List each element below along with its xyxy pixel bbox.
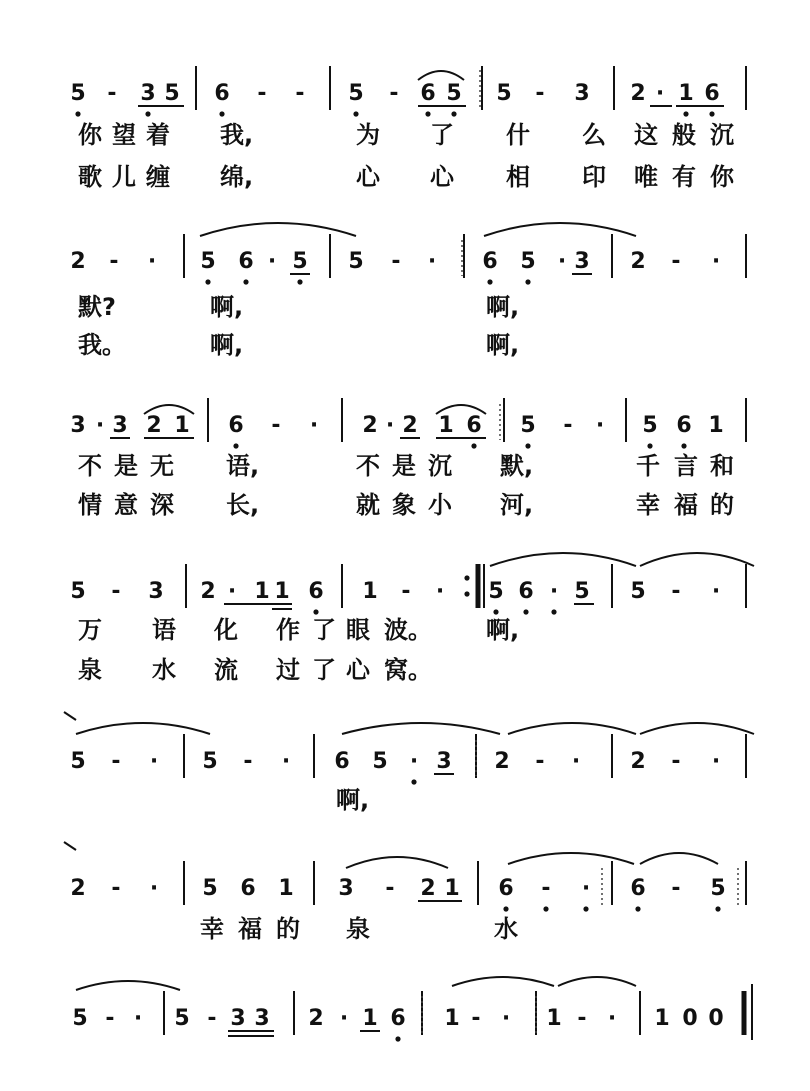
note-s6-m5-n0: 1 <box>654 1006 670 1031</box>
note-s5-m1-n2: 1 <box>278 876 294 901</box>
octave-dot <box>411 779 416 784</box>
note-s2-m0-n2: 3 <box>112 413 128 438</box>
octave-dot <box>243 279 248 284</box>
note-s5-m4-n0: 6 <box>630 876 646 901</box>
lyric-s2-r1-c4: 就 <box>356 491 380 519</box>
note-s6-m5-n1: 0 <box>682 1006 698 1031</box>
note-s4-m2-n1: 5 <box>372 749 388 774</box>
lyric-s2-r1-c7: 河, <box>500 491 534 519</box>
note-s1-m2-n2: · <box>427 249 437 274</box>
note-s1-m4-n2: · <box>711 249 721 274</box>
note-s1-m1-n2: · <box>267 249 277 274</box>
lyric-s0-r0-c4: 为 <box>356 121 380 149</box>
note-s4-m1-n2: · <box>281 749 291 774</box>
note-s3-m4-n0: 5 <box>630 579 646 604</box>
note-s0-m2-n3: 5 <box>446 81 462 106</box>
octave-dot <box>709 111 714 116</box>
lyric-s0-r0-c0: 你 <box>78 121 102 149</box>
note-s2-m2-n0: 2 <box>362 413 378 438</box>
note-s6-m3-n2: · <box>501 1006 511 1031</box>
note-s3-m4-n2: · <box>711 579 721 604</box>
note-s6-m1-n0: 5 <box>174 1006 190 1031</box>
octave-dot <box>487 279 492 284</box>
octave-dot <box>313 609 318 614</box>
lyric-s2-r0-c9: 言 <box>674 452 698 480</box>
note-s4-m3-n0: 2 <box>494 749 510 774</box>
note-s2-m0-n0: 3 <box>70 413 86 438</box>
note-s3-m2-n0: 1 <box>362 579 378 604</box>
octave-dot <box>647 443 652 448</box>
note-s5-m2-n2: 2 <box>420 876 436 901</box>
note-s6-m4-n1: - <box>577 1006 587 1031</box>
lyric-s1-r0-c0: 默? <box>78 293 116 321</box>
note-s5-m0-n0: 2 <box>70 876 86 901</box>
note-s5-m0-n1: - <box>111 876 121 901</box>
note-s4-m4-n1: - <box>671 749 681 774</box>
lyric-s1-r0-c2: 啊, <box>486 293 520 321</box>
slur <box>490 553 636 566</box>
note-s3-m1-n1: · <box>227 579 237 604</box>
octave-dot <box>493 609 498 614</box>
note-s4-m0-n2: · <box>149 749 159 774</box>
note-s2-m4-n2: 1 <box>708 413 724 438</box>
note-s1-m1-n3: 5 <box>292 249 308 274</box>
note-s0-m4-n3: 6 <box>704 81 720 106</box>
note-s3-m3-n0: 5 <box>488 579 504 604</box>
note-s1-m3-n3: 3 <box>574 249 590 274</box>
octave-dot <box>451 111 456 116</box>
note-s0-m0-n0: 5 <box>70 81 86 106</box>
lyric-s3-r0-c0: 万 <box>78 616 102 644</box>
note-s3-m0-n1: - <box>111 579 121 604</box>
note-s0-m1-n0: 6 <box>214 81 230 106</box>
lyric-s2-r0-c8: 千 <box>636 452 660 480</box>
note-s4-m3-n1: - <box>535 749 545 774</box>
note-s6-m0-n0: 5 <box>72 1006 88 1031</box>
note-s0-m2-n0: 5 <box>348 81 364 106</box>
lyric-s3-r0-c6: 波。 <box>384 616 432 644</box>
note-s0-m2-n1: - <box>389 81 399 106</box>
lyric-s2-r1-c10: 的 <box>710 491 734 519</box>
octave-dot <box>471 443 476 448</box>
note-s1-m1-n0: 5 <box>200 249 216 274</box>
note-s1-m4-n0: 2 <box>630 249 646 274</box>
lyric-s4-r0-c0: 啊, <box>336 786 370 814</box>
lyric-s2-r0-c10: 和 <box>710 452 734 480</box>
lyric-s0-r1-c7: 印 <box>582 163 606 191</box>
note-s0-m1-n2: - <box>295 81 305 106</box>
note-s0-m0-n2: 3 <box>140 81 156 106</box>
lyric-s2-r1-c0: 情 <box>78 491 102 519</box>
lyric-s5-r0-c4: 水 <box>494 915 518 943</box>
octave-dot <box>681 443 686 448</box>
octave-dot <box>353 111 358 116</box>
note-s6-m3-n1: - <box>471 1006 481 1031</box>
note-s6-m2-n0: 2 <box>308 1006 324 1031</box>
note-s5-m2-n3: 1 <box>444 876 460 901</box>
slur <box>76 981 180 990</box>
note-s3-m0-n2: 3 <box>148 579 164 604</box>
note-s1-m1-n1: 6 <box>238 249 254 274</box>
lyric-s2-r0-c6: 沉 <box>428 452 452 480</box>
slur <box>418 71 464 80</box>
lyric-s0-r0-c2: 着 <box>146 121 170 149</box>
note-s0-m4-n2: 1 <box>678 81 694 106</box>
slur <box>484 223 636 236</box>
note-s1-m2-n0: 5 <box>348 249 364 274</box>
note-s6-m1-n2: 3 <box>230 1006 246 1031</box>
lyric-s1-r1-c2: 啊, <box>486 331 520 359</box>
note-s5-m4-n2: 5 <box>710 876 726 901</box>
lyric-s2-r1-c9: 福 <box>674 491 698 519</box>
lyric-s3-r0-c4: 了 <box>312 616 336 644</box>
note-s3-m1-n2: 1 <box>254 579 270 604</box>
lyric-s3-r1-c3: 过 <box>276 656 300 684</box>
note-s1-m0-n0: 2 <box>70 249 86 274</box>
note-s4-m1-n1: - <box>243 749 253 774</box>
lyric-s0-r1-c1: 儿 <box>112 163 136 191</box>
note-s5-m3-n2: · <box>581 876 591 901</box>
note-s1-m0-n2: · <box>147 249 157 274</box>
octave-dot <box>233 443 238 448</box>
note-s6-m5-n2: 0 <box>708 1006 724 1031</box>
slur <box>342 723 500 734</box>
note-s2-m4-n0: 5 <box>642 413 658 438</box>
note-s0-m3-n0: 5 <box>496 81 512 106</box>
note-s6-m1-n1: - <box>207 1006 217 1031</box>
note-s6-m1-n3: 3 <box>254 1006 270 1031</box>
note-s6-m4-n2: · <box>607 1006 617 1031</box>
lyric-s2-r1-c2: 深 <box>150 491 174 519</box>
lyric-s0-r1-c0: 歌 <box>78 163 102 191</box>
note-s6-m2-n2: 1 <box>362 1006 378 1031</box>
note-s4-m3-n2: · <box>571 749 581 774</box>
note-s1-m3-n1: 5 <box>520 249 536 274</box>
note-s0-m0-n3: 5 <box>164 81 180 106</box>
slur <box>558 977 636 986</box>
note-s1-m3-n2: · <box>557 249 567 274</box>
octave-dot <box>297 279 302 284</box>
slur <box>508 723 636 734</box>
octave-dot <box>145 111 150 116</box>
lyric-s2-r0-c0: 不 <box>78 452 102 480</box>
octave-dot <box>583 906 588 911</box>
note-s2-m1-n2: · <box>309 413 319 438</box>
lyric-s2-r1-c5: 象 <box>392 491 416 519</box>
octave-dot <box>464 575 469 580</box>
lyric-s2-r0-c3: 语, <box>226 452 260 480</box>
lyric-s5-r0-c3: 泉 <box>346 915 370 943</box>
lyric-s3-r1-c0: 泉 <box>78 656 102 684</box>
note-s0-m2-n2: 6 <box>420 81 436 106</box>
lyric-s3-r1-c6: 窝。 <box>384 656 432 684</box>
note-s1-m0-n1: - <box>109 249 119 274</box>
note-s5-m2-n0: 3 <box>338 876 354 901</box>
note-s4-m4-n2: · <box>711 749 721 774</box>
octave-dot <box>551 609 556 614</box>
note-s6-m4-n0: 1 <box>546 1006 562 1031</box>
lyric-s0-r0-c7: 么 <box>582 121 606 149</box>
octave-dot <box>395 1036 400 1041</box>
note-s5-m2-n1: - <box>385 876 395 901</box>
note-s4-m2-n0: 6 <box>334 749 350 774</box>
lyric-s5-r0-c1: 福 <box>238 915 262 943</box>
note-s3-m4-n1: - <box>671 579 681 604</box>
note-s4-m0-n1: - <box>111 749 121 774</box>
lyric-s2-r1-c3: 长, <box>226 491 260 519</box>
slur <box>640 853 718 864</box>
lyric-s3-r1-c4: 了 <box>312 656 336 684</box>
lyric-s2-r0-c7: 默, <box>500 452 534 480</box>
lyric-s0-r1-c10: 你 <box>710 163 734 191</box>
lyric-s5-r0-c2: 的 <box>276 915 300 943</box>
octave-dot <box>525 443 530 448</box>
lyric-s1-r0-c1: 啊, <box>210 293 244 321</box>
slur <box>452 977 554 986</box>
note-s4-m2-n2: · <box>409 749 419 774</box>
marks-layer <box>64 66 754 1042</box>
note-s5-m1-n1: 6 <box>240 876 256 901</box>
lyric-s3-r0-c3: 作 <box>276 616 300 644</box>
slur <box>200 223 356 236</box>
octave-dot <box>523 609 528 614</box>
note-s2-m2-n4: 6 <box>466 413 482 438</box>
lyric-s0-r0-c1: 望 <box>112 121 136 149</box>
note-s0-m3-n2: 3 <box>574 81 590 106</box>
note-s6-m3-n0: 1 <box>444 1006 460 1031</box>
note-s2-m1-n1: - <box>271 413 281 438</box>
note-s5-m1-n0: 5 <box>202 876 218 901</box>
octave-dot <box>425 111 430 116</box>
slur <box>508 853 634 864</box>
lyric-s0-r1-c2: 缠 <box>146 163 170 191</box>
note-s0-m4-n1: · <box>655 81 665 106</box>
note-s2-m2-n2: 2 <box>402 413 418 438</box>
note-s2-m3-n0: 5 <box>520 413 536 438</box>
octave-dot <box>543 906 548 911</box>
lyric-s3-r0-c7: 啊, <box>486 616 520 644</box>
lyric-s0-r0-c6: 什 <box>506 121 530 149</box>
lyric-s0-r0-c10: 沉 <box>710 121 734 149</box>
lyric-s2-r0-c2: 无 <box>150 452 174 480</box>
slur <box>346 857 448 868</box>
note-s2-m3-n2: · <box>595 413 605 438</box>
note-s0-m4-n0: 2 <box>630 81 646 106</box>
lyric-s0-r1-c9: 有 <box>672 163 696 191</box>
octave-dot <box>715 906 720 911</box>
note-s5-m3-n0: 6 <box>498 876 514 901</box>
lyric-s5-r0-c0: 幸 <box>200 915 224 943</box>
note-s1-m3-n0: 6 <box>482 249 498 274</box>
note-s4-m4-n0: 2 <box>630 749 646 774</box>
note-s3-m3-n2: · <box>549 579 559 604</box>
note-s5-m0-n2: · <box>149 876 159 901</box>
note-s4-m2-n3: 3 <box>436 749 452 774</box>
note-s4-m1-n0: 5 <box>202 749 218 774</box>
note-s3-m1-n3: 1 <box>274 579 290 604</box>
note-s5-m3-n1: - <box>541 876 551 901</box>
note-s6-m2-n3: 6 <box>390 1006 406 1031</box>
note-s6-m0-n1: - <box>105 1006 115 1031</box>
note-s2-m0-n3: 2 <box>146 413 162 438</box>
lyric-s2-r0-c1: 是 <box>114 452 138 480</box>
lyric-s0-r1-c8: 唯 <box>634 163 658 191</box>
note-s3-m2-n2: · <box>435 579 445 604</box>
lyric-s0-r1-c3: 绵, <box>220 163 254 191</box>
note-s6-m2-n1: · <box>339 1006 349 1031</box>
note-s5-m4-n1: - <box>671 876 681 901</box>
note-s3-m0-n0: 5 <box>70 579 86 604</box>
lyric-s2-r0-c4: 不 <box>356 452 380 480</box>
lyric-s2-r1-c8: 幸 <box>636 491 660 519</box>
note-s3-m3-n1: 6 <box>518 579 534 604</box>
note-s0-m0-n1: - <box>107 81 117 106</box>
octave-dot <box>503 906 508 911</box>
lyric-s0-r0-c8: 这 <box>634 121 658 149</box>
octave-dot <box>525 279 530 284</box>
octave-dot <box>635 906 640 911</box>
lyrics-layer <box>77 121 735 943</box>
lyric-s2-r0-c5: 是 <box>392 452 416 480</box>
slur <box>76 723 210 734</box>
tie-mark <box>64 712 76 720</box>
note-s0-m3-n1: - <box>535 81 545 106</box>
note-s2-m0-n4: 1 <box>174 413 190 438</box>
lyric-s3-r1-c1: 水 <box>152 656 176 684</box>
lyric-s2-r1-c6: 小 <box>428 491 452 519</box>
note-s3-m1-n4: 6 <box>308 579 324 604</box>
tie-mark <box>64 842 76 850</box>
lyric-s1-r1-c1: 啊, <box>210 331 244 359</box>
note-s0-m1-n1: - <box>257 81 267 106</box>
lyric-s0-r0-c5: 了 <box>430 121 454 149</box>
note-s2-m3-n1: - <box>563 413 573 438</box>
note-s2-m2-n3: 1 <box>438 413 454 438</box>
lyric-s0-r1-c5: 心 <box>430 163 454 191</box>
note-s2-m1-n0: 6 <box>228 413 244 438</box>
note-s2-m4-n1: 6 <box>676 413 692 438</box>
octave-dot <box>464 591 469 596</box>
lyric-s0-r1-c4: 心 <box>356 163 380 191</box>
note-s3-m3-n3: 5 <box>574 579 590 604</box>
note-s1-m4-n1: - <box>671 249 681 274</box>
lyric-s0-r0-c9: 般 <box>672 121 696 149</box>
note-s2-m2-n1: · <box>385 413 395 438</box>
note-s3-m1-n0: 2 <box>200 579 216 604</box>
lyric-s3-r0-c1: 语 <box>152 616 176 644</box>
octave-dot <box>75 111 80 116</box>
lyric-s3-r1-c2: 流 <box>214 656 238 684</box>
note-s1-m2-n1: - <box>391 249 401 274</box>
lyric-s0-r1-c6: 相 <box>506 163 530 191</box>
lyric-s3-r1-c5: 心 <box>346 656 370 684</box>
lyric-s0-r0-c3: 我, <box>220 121 254 149</box>
octave-dot <box>219 111 224 116</box>
slur <box>640 553 754 566</box>
note-s3-m2-n1: - <box>401 579 411 604</box>
note-s6-m0-n2: · <box>133 1006 143 1031</box>
lyric-s3-r0-c2: 化 <box>214 616 238 644</box>
lyric-s1-r1-c0: 我。 <box>78 331 126 359</box>
slur <box>640 723 754 734</box>
note-s4-m0-n0: 5 <box>70 749 86 774</box>
lyric-s2-r1-c1: 意 <box>114 491 138 519</box>
note-s2-m0-n1: · <box>95 413 105 438</box>
notes-layer <box>70 81 725 1031</box>
octave-dot <box>683 111 688 116</box>
lyric-s3-r0-c5: 眼 <box>346 616 370 644</box>
octave-dot <box>205 279 210 284</box>
